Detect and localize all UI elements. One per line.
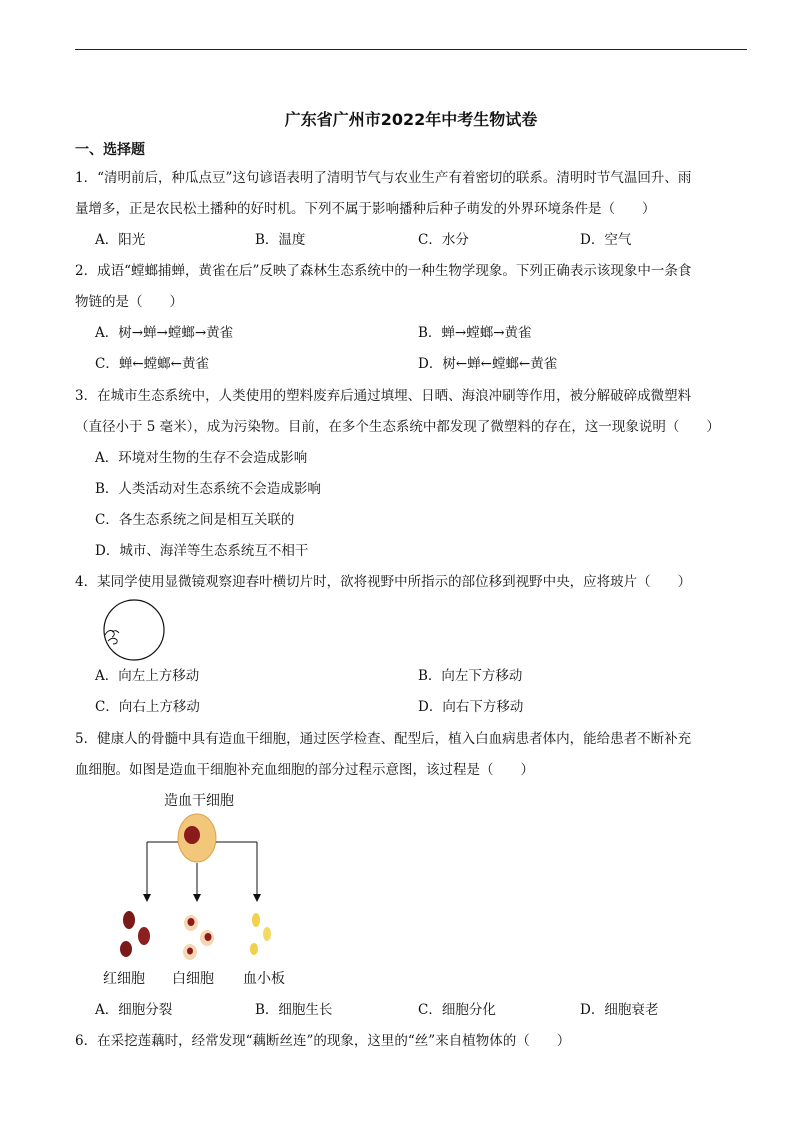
q1-option-d[interactable]: D．空气 [580,232,632,248]
q5-line-2: 血细胞。如图是造血干细胞补充血细胞的部分过程示意图，该过程是（ ） [75,762,534,778]
q1-line-2: 量增多，正是农民松土播种的好时机。下列不属于影响播种后种子萌发的外界环境条件是（ ） [75,201,656,217]
q6-line-1: 6．在采挖莲藕时，经常发现“藕断丝连”的现象，这里的“丝”来自植物体的（ ） [75,1033,571,1049]
q3-line-1: 3．在城市生态系统中，人类使用的塑料废弃后通过填埋、日晒、海浪冲刷等作用，被分解破碎成微塑料 [75,388,692,404]
q2-line-2: 物链的是（ ） [75,294,183,310]
q1-line-1: 1．“清明前后，种瓜点豆”这句谚语表明了清明节气与农业生产有着密切的联系。清明时节气温回升、雨 [75,170,692,186]
q5-option-d[interactable]: D．细胞衰老 [580,1002,659,1018]
q5-line-1: 5．健康人的骨髓中具有造血干细胞，通过医学检查、配型后，植入白血病患者体内，能给患者不断补充 [75,731,692,747]
blood-cell-diagram [100,808,300,988]
q1-option-a[interactable]: A．阳光 [95,232,146,248]
q2-option-c[interactable]: C．蝉←螳螂←黄雀 [95,356,209,372]
q2-line-1: 2．成语“螳螂捕蝉，黄雀在后”反映了森林生态系统中的一种生物学现象。下列正确表示该现象中一条食 [75,263,692,279]
q2-option-a[interactable]: A．树→蝉→螳螂→黄雀 [95,325,234,341]
q5-option-b[interactable]: B．细胞生长 [255,1002,333,1018]
q5-option-a[interactable]: A．细胞分裂 [95,1002,173,1018]
header-rule [75,49,747,50]
q2-option-d[interactable]: D．树←蝉←螳螂←黄雀 [418,356,558,372]
q1-option-c[interactable]: C．水分 [418,232,469,248]
q4-option-c[interactable]: C．向右上方移动 [95,699,200,715]
q3-option-a[interactable]: A．环境对生物的生存不会造成影响 [95,450,308,466]
q4-option-a[interactable]: A．向左上方移动 [95,668,200,684]
stem-cell-label: 造血干细胞 [164,793,234,809]
q4-option-d[interactable]: D．向右下方移动 [418,699,524,715]
white-blood-cell-label: 白细胞 [172,971,214,987]
q4-option-b[interactable]: B．向左下方移动 [418,668,523,684]
section-heading: 一、选择题 [75,142,145,158]
q3-option-d[interactable]: D．城市、海洋等生态系统互不相干 [95,543,309,559]
q3-line-2: （直径小于 5 毫米），成为污染物。目前，在多个生态系统中都发现了微塑料的存在，这一现象说明（ ） [75,419,720,435]
q4-line-1: 4．某同学使用显微镜观察迎春叶横切片时，欲将视野中所指示的部位移到视野中央，应将玻片（ ） [75,574,692,590]
q5-option-c[interactable]: C．细胞分化 [418,1002,496,1018]
q3-option-b[interactable]: B．人类活动对生态系统不会造成影响 [95,481,321,497]
page-title: 广东省广州市2022年中考生物试卷 [284,110,538,129]
q2-option-b[interactable]: B．蝉→螳螂→黄雀 [418,325,532,341]
q3-option-c[interactable]: C．各生态系统之间是相互关联的 [95,512,295,528]
red-blood-cell-label: 红细胞 [103,971,145,987]
microscope-field-figure [102,599,168,661]
platelet-label: 血小板 [243,971,285,987]
q1-option-b[interactable]: B．温度 [255,232,306,248]
